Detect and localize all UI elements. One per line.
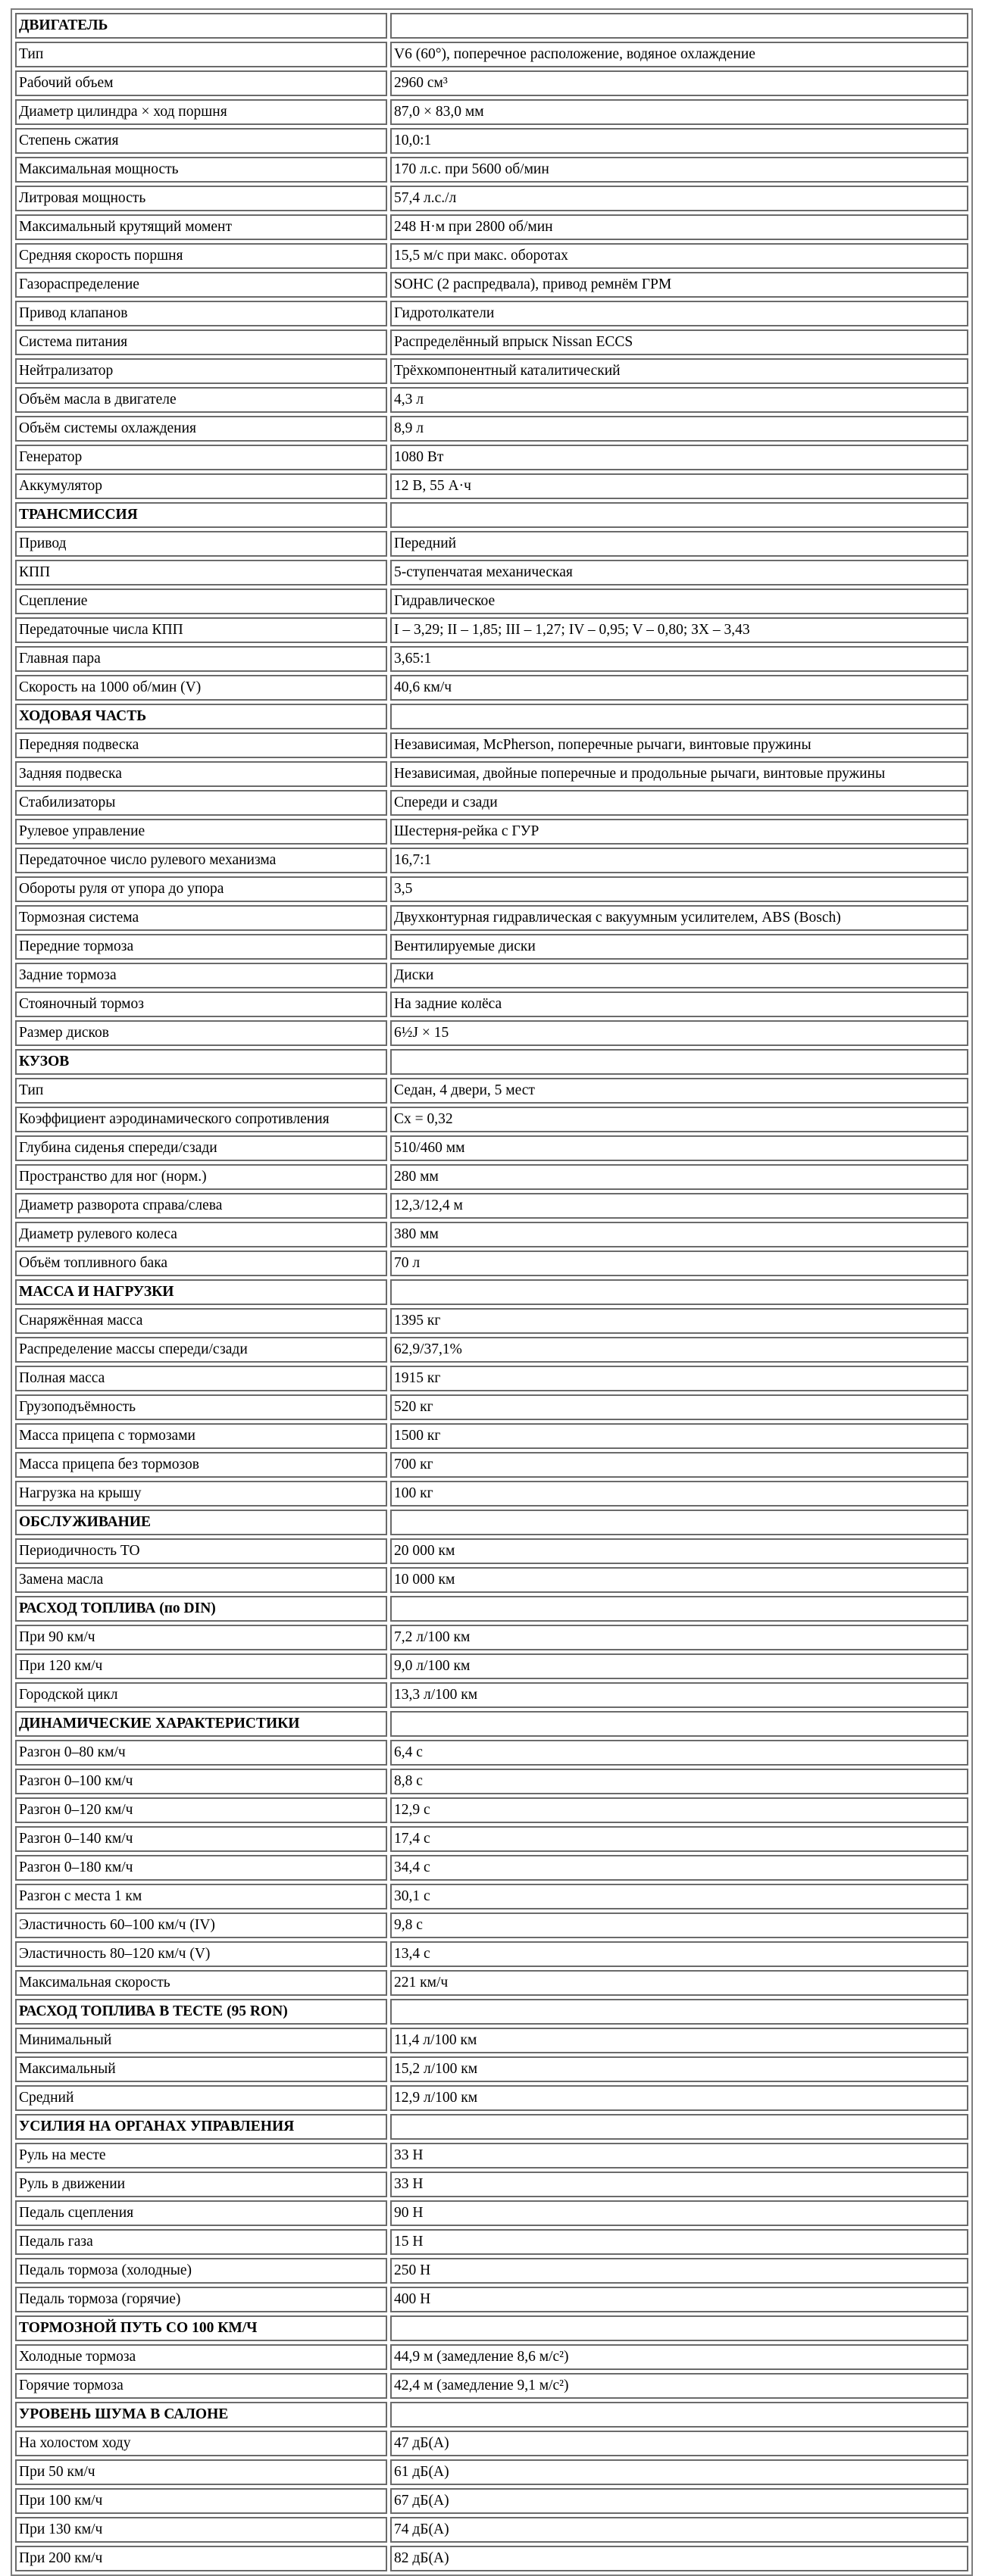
- spec-row: [15, 1769, 968, 1794]
- spec-value: 12 В, 55 А·ч: [390, 473, 968, 499]
- spec-row: [15, 387, 968, 413]
- spec-row: [15, 1020, 968, 1046]
- spec-label: Привод: [15, 531, 387, 557]
- spec-row: [15, 2028, 968, 2053]
- spec-value: Шестерня-рейка с ГУР: [390, 819, 968, 845]
- spec-value: 221 км/ч: [390, 1970, 968, 1996]
- spec-value: Cx = 0,32: [390, 1107, 968, 1132]
- spec-value: Распределённый впрыск Nissan ECCS: [390, 329, 968, 355]
- section-title: УРОВЕНЬ ШУМА В САЛОНЕ: [15, 2402, 387, 2428]
- spec-value: 100 кг: [390, 1481, 968, 1507]
- spec-row: [15, 2258, 968, 2284]
- spec-row: [15, 1653, 968, 1679]
- spec-label: Руль на месте: [15, 2143, 387, 2169]
- spec-value: Гидравлическое: [390, 589, 968, 614]
- spec-row: [15, 1797, 968, 1823]
- spec-value: 61 дБ(A): [390, 2459, 968, 2485]
- spec-row: [15, 876, 968, 902]
- section-header-row: [15, 1279, 968, 1305]
- spec-value: 2960 см³: [390, 70, 968, 96]
- spec-row: [15, 761, 968, 787]
- section-header-row: [15, 1049, 968, 1075]
- spec-value: 11,4 л/100 км: [390, 2028, 968, 2053]
- section-empty-cell: [390, 502, 968, 528]
- spec-value: 280 мм: [390, 1164, 968, 1190]
- spec-label: Минимальный: [15, 2028, 387, 2053]
- spec-row: [15, 473, 968, 499]
- spec-row: [15, 445, 968, 470]
- spec-row: [15, 2229, 968, 2255]
- spec-row: [15, 2431, 968, 2456]
- section-header-row: [15, 2315, 968, 2341]
- spec-row: [15, 2143, 968, 2169]
- spec-value: 47 дБ(A): [390, 2431, 968, 2456]
- section-empty-cell: [390, 1049, 968, 1075]
- spec-row: [15, 1366, 968, 1391]
- spec-row: [15, 991, 968, 1017]
- spec-label: Рулевое управление: [15, 819, 387, 845]
- spec-value: Диски: [390, 963, 968, 988]
- spec-table: [11, 8, 973, 2576]
- section-title: ХОДОВАЯ ЧАСТЬ: [15, 704, 387, 729]
- spec-row: [15, 646, 968, 672]
- spec-row: [15, 214, 968, 240]
- spec-value: 57,4 л.с./л: [390, 186, 968, 211]
- spec-label: Максимальный крутящий момент: [15, 214, 387, 240]
- spec-value: 1395 кг: [390, 1308, 968, 1334]
- spec-row: [15, 1625, 968, 1650]
- spec-label: При 120 км/ч: [15, 1653, 387, 1679]
- spec-label: Объём масла в двигателе: [15, 387, 387, 413]
- spec-row: [15, 2287, 968, 2312]
- spec-value: I – 3,29; II – 1,85; III – 1,27; IV – 0,95; V – 0,80; ЗХ – 3,43: [390, 617, 968, 643]
- spec-value: 87,0 × 83,0 мм: [390, 99, 968, 125]
- section-empty-cell: [390, 1999, 968, 2025]
- spec-label: Педаль тормоза (горячие): [15, 2287, 387, 2312]
- spec-value: 12,9 л/100 км: [390, 2085, 968, 2111]
- section-title: УСИЛИЯ НА ОРГАНАХ УПРАВЛЕНИЯ: [15, 2114, 387, 2140]
- spec-label: Сцепление: [15, 589, 387, 614]
- section-title: КУЗОВ: [15, 1049, 387, 1075]
- spec-row: [15, 617, 968, 643]
- spec-row: [15, 157, 968, 183]
- section-header-row: [15, 1596, 968, 1622]
- section-header-row: [15, 502, 968, 528]
- spec-label: Тормозная система: [15, 905, 387, 931]
- spec-row: [15, 416, 968, 442]
- spec-value: 17,4 с: [390, 1826, 968, 1852]
- section-empty-cell: [390, 1279, 968, 1305]
- spec-value: 82 дБ(A): [390, 2546, 968, 2571]
- spec-row: [15, 2172, 968, 2197]
- spec-value: 8,9 л: [390, 416, 968, 442]
- spec-label: Масса прицепа с тормозами: [15, 1423, 387, 1449]
- spec-row: [15, 934, 968, 960]
- spec-label: Передаточное число рулевого механизма: [15, 848, 387, 873]
- spec-value: 67 дБ(A): [390, 2488, 968, 2514]
- spec-value: 13,3 л/100 км: [390, 1682, 968, 1708]
- spec-value: Вентилируемые диски: [390, 934, 968, 960]
- spec-value: 33 Н: [390, 2143, 968, 2169]
- spec-row: [15, 1337, 968, 1363]
- spec-value: 170 л.с. при 5600 об/мин: [390, 157, 968, 183]
- spec-row: [15, 70, 968, 96]
- spec-value: Независимая, McPherson, поперечные рычаги, винтовые пружины: [390, 732, 968, 758]
- spec-row: [15, 243, 968, 269]
- spec-value: 1080 Вт: [390, 445, 968, 470]
- spec-label: Масса прицепа без тормозов: [15, 1452, 387, 1478]
- spec-row: [15, 329, 968, 355]
- spec-row: [15, 2488, 968, 2514]
- spec-value: Двухконтурная гидравлическая с вакуумным усилителем, ABS (Bosch): [390, 905, 968, 931]
- spec-value: 1915 кг: [390, 1366, 968, 1391]
- spec-value: 30,1 с: [390, 1884, 968, 1909]
- spec-row: [15, 2200, 968, 2226]
- spec-row: [15, 589, 968, 614]
- spec-table-body: [15, 13, 968, 2571]
- spec-value: Передний: [390, 531, 968, 557]
- section-title: РАСХОД ТОПЛИВА В ТЕСТЕ (95 RON): [15, 1999, 387, 2025]
- spec-value: 34,4 с: [390, 1855, 968, 1881]
- spec-row: [15, 99, 968, 125]
- spec-row: [15, 2517, 968, 2543]
- spec-label: Замена масла: [15, 1567, 387, 1593]
- spec-label: Разгон 0–140 км/ч: [15, 1826, 387, 1852]
- section-title: ДВИГАТЕЛЬ: [15, 13, 387, 39]
- spec-row: [15, 819, 968, 845]
- spec-row: [15, 1308, 968, 1334]
- section-title: ОБСЛУЖИВАНИЕ: [15, 1510, 387, 1535]
- spec-label: Диаметр разворота справа/слева: [15, 1193, 387, 1219]
- spec-label: Газораспределение: [15, 272, 387, 298]
- spec-row: [15, 272, 968, 298]
- section-title: ДИНАМИЧЕСКИЕ ХАРАКТЕРИСТИКИ: [15, 1711, 387, 1737]
- spec-row: [15, 531, 968, 557]
- spec-label: Снаряжённая масса: [15, 1308, 387, 1334]
- spec-label: Передаточные числа КПП: [15, 617, 387, 643]
- spec-value: 8,8 с: [390, 1769, 968, 1794]
- spec-label: Степень сжатия: [15, 128, 387, 154]
- spec-row: [15, 2546, 968, 2571]
- spec-value: 74 дБ(A): [390, 2517, 968, 2543]
- spec-row: [15, 1164, 968, 1190]
- spec-value: 3,5: [390, 876, 968, 902]
- section-empty-cell: [390, 1510, 968, 1535]
- spec-row: [15, 1394, 968, 1420]
- spec-row: [15, 1222, 968, 1247]
- spec-label: Система питания: [15, 329, 387, 355]
- spec-label: Скорость на 1000 об/мин (V): [15, 675, 387, 701]
- spec-row: [15, 128, 968, 154]
- spec-value: V6 (60°), поперечное расположение, водяное охлаждение: [390, 42, 968, 67]
- spec-value: 6,4 с: [390, 1740, 968, 1766]
- spec-label: Эластичность 60–100 км/ч (IV): [15, 1912, 387, 1938]
- spec-value: 700 кг: [390, 1452, 968, 1478]
- spec-label: Педаль тормоза (холодные): [15, 2258, 387, 2284]
- spec-label: Полная масса: [15, 1366, 387, 1391]
- spec-row: [15, 1538, 968, 1564]
- spec-label: Объём топливного бака: [15, 1251, 387, 1276]
- spec-row: [15, 1970, 968, 1996]
- spec-value: 7,2 л/100 км: [390, 1625, 968, 1650]
- spec-row: [15, 1826, 968, 1852]
- spec-label: Разгон 0–180 км/ч: [15, 1855, 387, 1881]
- spec-row: [15, 2085, 968, 2111]
- spec-label: Стабилизаторы: [15, 790, 387, 816]
- spec-value: 15 Н: [390, 2229, 968, 2255]
- section-empty-cell: [390, 2315, 968, 2341]
- spec-value: 33 Н: [390, 2172, 968, 2197]
- spec-row: [15, 301, 968, 326]
- spec-label: Руль в движении: [15, 2172, 387, 2197]
- spec-value: 6½J × 15: [390, 1020, 968, 1046]
- section-empty-cell: [390, 2402, 968, 2428]
- spec-label: Задняя подвеска: [15, 761, 387, 787]
- section-title: МАССА И НАГРУЗКИ: [15, 1279, 387, 1305]
- spec-value: 3,65:1: [390, 646, 968, 672]
- spec-label: Передние тормоза: [15, 934, 387, 960]
- spec-value: 250 Н: [390, 2258, 968, 2284]
- section-empty-cell: [390, 2114, 968, 2140]
- spec-label: Объём системы охлаждения: [15, 416, 387, 442]
- spec-label: На холостом ходу: [15, 2431, 387, 2456]
- spec-value: Независимая, двойные поперечные и продольные рычаги, винтовые пружины: [390, 761, 968, 787]
- spec-label: Средний: [15, 2085, 387, 2111]
- spec-value: 42,4 м (замедление 9,1 м/с²): [390, 2373, 968, 2399]
- spec-row: [15, 1423, 968, 1449]
- spec-row: [15, 905, 968, 931]
- spec-value: 1500 кг: [390, 1423, 968, 1449]
- spec-row: [15, 1740, 968, 1766]
- section-header-row: [15, 1711, 968, 1737]
- spec-row: [15, 186, 968, 211]
- spec-row: [15, 675, 968, 701]
- spec-value: Спереди и сзади: [390, 790, 968, 816]
- spec-row: [15, 848, 968, 873]
- spec-value: 510/460 мм: [390, 1135, 968, 1161]
- section-title: РАСХОД ТОПЛИВА (по DIN): [15, 1596, 387, 1622]
- spec-value: 12,3/12,4 м: [390, 1193, 968, 1219]
- spec-label: Передняя подвеска: [15, 732, 387, 758]
- section-header-row: [15, 1510, 968, 1535]
- section-header-row: [15, 1999, 968, 2025]
- spec-label: Горячие тормоза: [15, 2373, 387, 2399]
- spec-value: SOHC (2 распредвала), привод ремнём ГРМ: [390, 272, 968, 298]
- spec-row: [15, 1078, 968, 1104]
- spec-value: 40,6 км/ч: [390, 675, 968, 701]
- spec-value: 10 000 км: [390, 1567, 968, 1593]
- spec-value: 520 кг: [390, 1394, 968, 1420]
- spec-row: [15, 2344, 968, 2370]
- spec-row: [15, 1452, 968, 1478]
- spec-row: [15, 2373, 968, 2399]
- spec-label: Разгон 0–100 км/ч: [15, 1769, 387, 1794]
- spec-label: При 200 км/ч: [15, 2546, 387, 2571]
- spec-value: На задние колёса: [390, 991, 968, 1017]
- spec-row: [15, 1912, 968, 1938]
- section-title: ТРАНСМИССИЯ: [15, 502, 387, 528]
- spec-value: 16,7:1: [390, 848, 968, 873]
- section-header-row: [15, 13, 968, 39]
- spec-row: [15, 1251, 968, 1276]
- spec-row: [15, 1567, 968, 1593]
- spec-value: 15,5 м/с при макс. оборотах: [390, 243, 968, 269]
- spec-value: 9,0 л/100 км: [390, 1653, 968, 1679]
- spec-label: Тип: [15, 1078, 387, 1104]
- spec-value: 62,9/37,1%: [390, 1337, 968, 1363]
- spec-value: 90 Н: [390, 2200, 968, 2226]
- spec-label: При 50 км/ч: [15, 2459, 387, 2485]
- spec-value: 12,9 с: [390, 1797, 968, 1823]
- spec-value: 70 л: [390, 1251, 968, 1276]
- spec-label: Главная пара: [15, 646, 387, 672]
- spec-value: Гидротолкатели: [390, 301, 968, 326]
- spec-row: [15, 732, 968, 758]
- spec-label: Стояночный тормоз: [15, 991, 387, 1017]
- spec-label: Диаметр рулевого колеса: [15, 1222, 387, 1247]
- spec-label: Рабочий объем: [15, 70, 387, 96]
- spec-label: При 100 км/ч: [15, 2488, 387, 2514]
- spec-label: Разгон с места 1 км: [15, 1884, 387, 1909]
- spec-row: [15, 1884, 968, 1909]
- spec-label: Литровая мощность: [15, 186, 387, 211]
- spec-row: [15, 560, 968, 585]
- spec-label: Грузоподъёмность: [15, 1394, 387, 1420]
- spec-row: [15, 358, 968, 384]
- spec-label: Распределение массы спереди/сзади: [15, 1337, 387, 1363]
- spec-row: [15, 1481, 968, 1507]
- spec-label: Городской цикл: [15, 1682, 387, 1708]
- spec-label: Педаль сцепления: [15, 2200, 387, 2226]
- spec-label: Средняя скорость поршня: [15, 243, 387, 269]
- spec-label: Максимальный: [15, 2056, 387, 2082]
- spec-label: Пространство для ног (норм.): [15, 1164, 387, 1190]
- spec-value: Трёхкомпонентный каталитический: [390, 358, 968, 384]
- spec-label: Педаль газа: [15, 2229, 387, 2255]
- spec-value: 5-ступенчатая механическая: [390, 560, 968, 585]
- spec-label: Привод клапанов: [15, 301, 387, 326]
- section-header-row: [15, 2402, 968, 2428]
- spec-label: Тип: [15, 42, 387, 67]
- section-empty-cell: [390, 1596, 968, 1622]
- spec-label: Максимальная мощность: [15, 157, 387, 183]
- spec-value: Седан, 4 двери, 5 мест: [390, 1078, 968, 1104]
- spec-row: [15, 1941, 968, 1967]
- spec-label: Обороты руля от упора до упора: [15, 876, 387, 902]
- spec-row: [15, 2056, 968, 2082]
- spec-label: Диаметр цилиндра × ход поршня: [15, 99, 387, 125]
- spec-value: 44,9 м (замедление 8,6 м/с²): [390, 2344, 968, 2370]
- spec-label: Аккумулятор: [15, 473, 387, 499]
- spec-label: Максимальная скорость: [15, 1970, 387, 1996]
- spec-row: [15, 2459, 968, 2485]
- spec-row: [15, 42, 968, 67]
- spec-row: [15, 1107, 968, 1132]
- spec-label: Коэффициент аэродинамического сопротивления: [15, 1107, 387, 1132]
- spec-label: Эластичность 80–120 км/ч (V): [15, 1941, 387, 1967]
- spec-label: Задние тормоза: [15, 963, 387, 988]
- spec-label: При 90 км/ч: [15, 1625, 387, 1650]
- spec-row: [15, 1135, 968, 1161]
- spec-row: [15, 1193, 968, 1219]
- spec-label: Периодичность ТО: [15, 1538, 387, 1564]
- spec-label: КПП: [15, 560, 387, 585]
- spec-label: Генератор: [15, 445, 387, 470]
- section-header-row: [15, 704, 968, 729]
- spec-label: Размер дисков: [15, 1020, 387, 1046]
- spec-value: 248 Н·м при 2800 об/мин: [390, 214, 968, 240]
- spec-label: Разгон 0–80 км/ч: [15, 1740, 387, 1766]
- section-empty-cell: [390, 13, 968, 39]
- spec-value: 20 000 км: [390, 1538, 968, 1564]
- spec-value: 9,8 с: [390, 1912, 968, 1938]
- spec-label: Нейтрализатор: [15, 358, 387, 384]
- spec-value: 400 Н: [390, 2287, 968, 2312]
- spec-value: 13,4 с: [390, 1941, 968, 1967]
- spec-row: [15, 790, 968, 816]
- section-header-row: [15, 2114, 968, 2140]
- section-empty-cell: [390, 704, 968, 729]
- spec-label: Холодные тормоза: [15, 2344, 387, 2370]
- spec-label: Глубина сиденья спереди/сзади: [15, 1135, 387, 1161]
- section-title: ТОРМОЗНОЙ ПУТЬ СО 100 КМ/Ч: [15, 2315, 387, 2341]
- spec-value: 10,0:1: [390, 128, 968, 154]
- spec-row: [15, 1855, 968, 1881]
- spec-value: 15,2 л/100 км: [390, 2056, 968, 2082]
- spec-value: 380 мм: [390, 1222, 968, 1247]
- spec-label: Нагрузка на крышу: [15, 1481, 387, 1507]
- spec-row: [15, 1682, 968, 1708]
- spec-value: 4,3 л: [390, 387, 968, 413]
- spec-row: [15, 963, 968, 988]
- section-empty-cell: [390, 1711, 968, 1737]
- spec-label: Разгон 0–120 км/ч: [15, 1797, 387, 1823]
- spec-label: При 130 км/ч: [15, 2517, 387, 2543]
